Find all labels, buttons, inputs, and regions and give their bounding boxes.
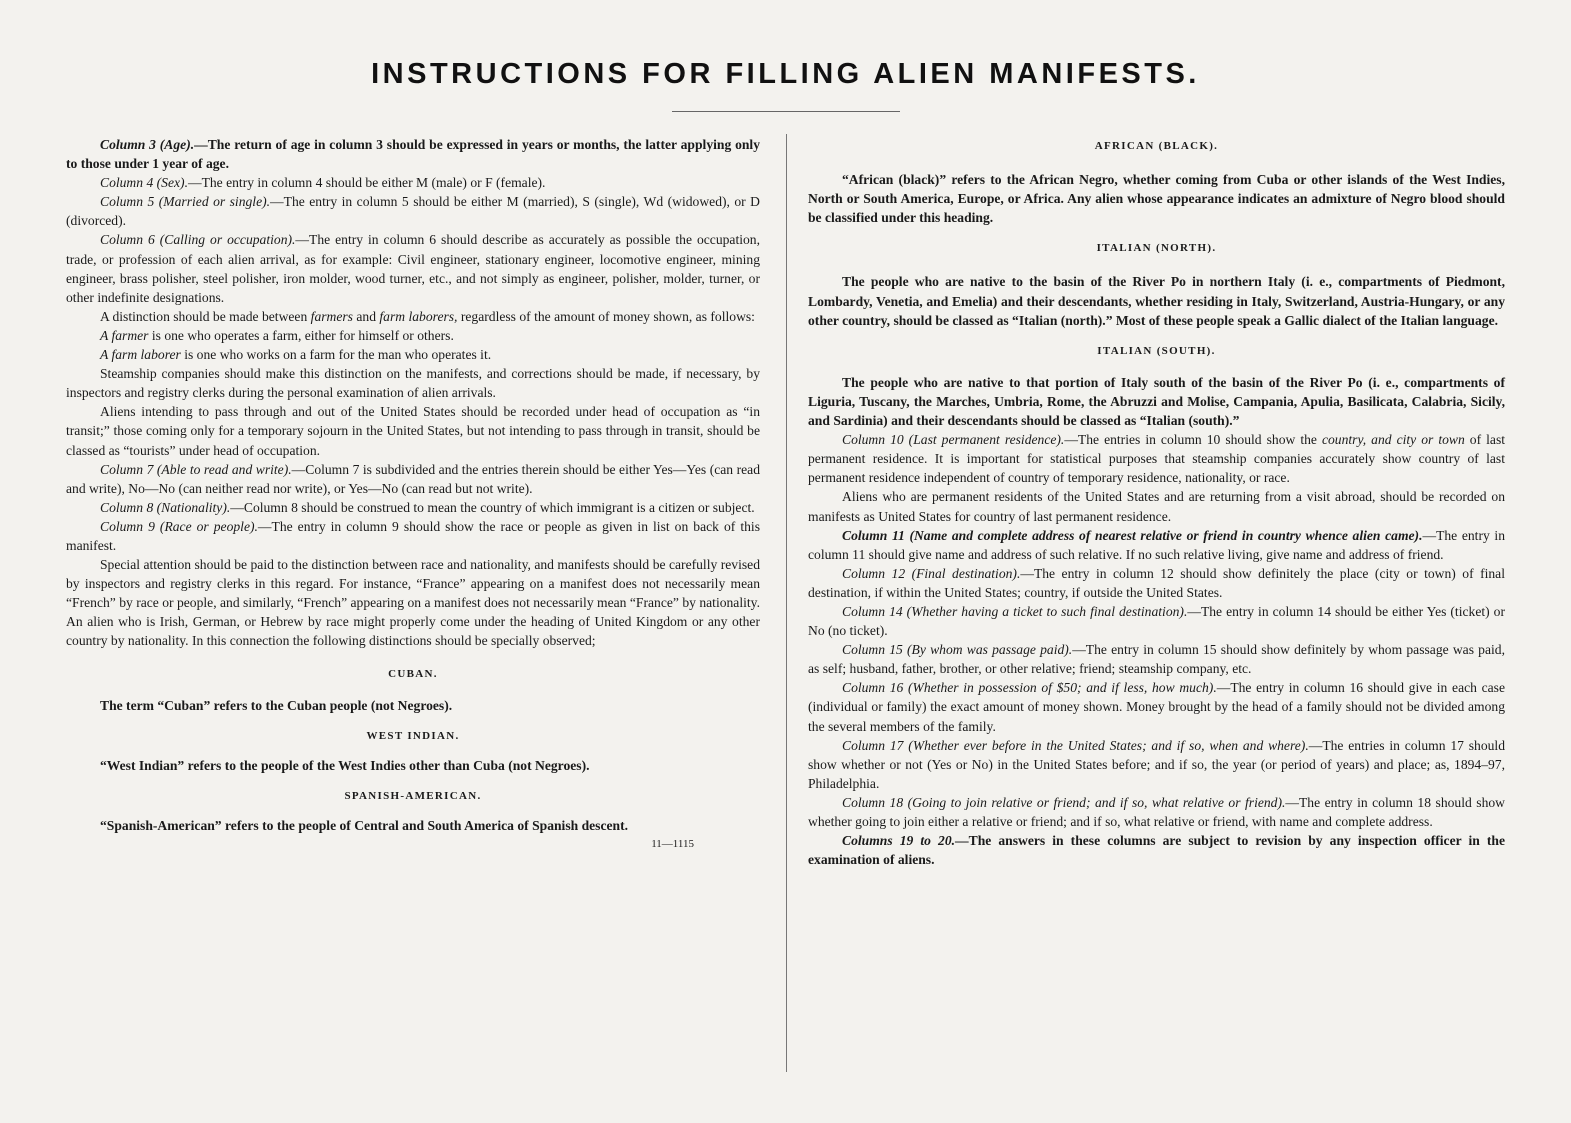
para-african: “African (black)” refers to the African Negro, whether coming from Cuba or other islands of the West Indies, North or South America, Europe, or Africa. Any alien whose appearance indicates an admixture of Negro blood should be classified under this heading. [808,172,1505,226]
para-column-16: Column 16 (Whether in possession of $50; and if less, how much).—The entry in column 16 should give in each case (individual or family) the exact amount of money shown. Money brought by the head of a family should not be divided among the several members of the family. [808,680,1506,734]
para-column-9: Column 9 (Race or people).—The entry in column 9 should show the race or people as given in list on back of this manifest. [66,518,760,553]
label-column-3: Column 3 (Age). [100,137,195,152]
label-column-12: Column 12 (Final destination). [842,565,1021,581]
label-column-9: Column 9 (Race or people). [100,518,258,534]
para-column-12: Column 12 (Final destination).—The entry in column 12 should show definitely the place (city or town) of final destination, if within the United States; country, if outside the United States. [808,565,1505,600]
para-italian-south: The people who are native to that portion of Italy south of the basin of the River Po (i. e., compartments of Liguria, Tuscany, the Marches, Umbria, Rome, the Abruzzi and Molise, Campania, Apulia, Basilicata, Calabria, Sicily, and Sardinia) and their descendants should be classed as “Italian (south).” [808,374,1505,429]
heading-italian-south: ITALIAN (SOUTH). [1097,344,1216,357]
para-column-8: Column 8 (Nationality).—Column 8 should be construed to mean the country of which immigrant is a citizen or subject. [100,499,755,515]
label-column-17: Column 17 (Whether ever before in the United States; and if so, when and where). [842,737,1309,753]
label-column-7: Column 7 (Able to read and write). [100,461,292,477]
para-permanent-residents: Aliens who are permanent residents of the United States and are returning from a visit abroad, should be recorded on manifests as United States for country of last permanent residence. [808,489,1505,524]
para-special-attention: Special attention should be paid to the distinction between race and nationality, and manifests should be carefully revised by inspectors and registry clerks in this regard. For instance, “France” appearing on a manifest does not necessarily mean “French” by race or people, and similarly, “French” appearing on a manifest does not necessarily mean “France” by nationality. An alien who is Irish, German, or Hebrew by race might properly come under the heading of United Kingdom or any other country by nationality. In this connection the following distinctions should be specially observed; [66,557,760,649]
para-column-17: Column 17 (Whether ever before in the United States; and if so, when and where).—The entries in column 17 should show whether or not (Yes or No) in the United States before; and if so, the year (or period of years) and place; as, 1894–97, Philadelphia. [808,737,1505,791]
para-columns-19-20: Columns 19 to 20.—The answers in these columns are subject to revision by any inspection officer in the examination of aliens. [808,833,1506,868]
label-column-4: Column 4 (Sex). [100,175,188,191]
label-column-11: Column 11 (Name and complete address of nearest relative or friend in country whence alien came). [842,527,1423,543]
heading-cuban: CUBAN. [388,667,438,680]
para-farmer: A farmer is one who operates a farm, either for himself or others. [100,327,454,343]
para-column-5: Column 5 (Married or single).—The entry in column 5 should be either M (married), S (single), Wd (widowed), or D (divorced). [66,194,760,229]
para-steamship: Steamship companies should make this distinction on the manifests, and corrections should be made, if necessary, by inspectors and registry clerks during the personal examination of alien arrivals. [66,366,760,401]
para-column-11: Column 11 (Name and complete address of nearest relative or friend in country whence alien came).—The entry in column 11 should give name and address of such relative. If no such relative living, give name and address of friend. [808,527,1505,562]
heading-african: AFRICAN (BLACK). [1094,140,1219,152]
label-column-5: Column 5 (Married or single). [100,194,271,210]
para-column-7: Column 7 (Able to read and write).—Column 7 is subdivided and the entries therein should be either Yes—Yes (can read and write), No—No (can neither read nor write), or Yes—No (can read but not write). [66,461,760,496]
para-column-4: Column 4 (Sex).—The entry in column 4 should be either M (male) or F (female). [100,175,546,191]
para-farm-laborer: A farm laborer is one who works on a farm for the man who operates it. [100,347,492,363]
para-column-18: Column 18 (Going to join relative or friend; and if so, what relative or friend).—The entry in column 18 should show whether going to join either a relative or friend; and if so, what relative or friend, with name and complete address. [808,794,1505,829]
label-column-8: Column 8 (Nationality). [100,499,231,515]
page-title: INSTRUCTIONS FOR FILLING ALIEN MANIFESTS. [371,58,1200,90]
para-transit: Aliens intending to pass through and out of the United States should be recorded under head of occupation as “in transit;” those coming only for a temporary sojourn in the United States, but not intending to pass through in transit, should be classed as “tourists” under head of occupation. [66,404,760,458]
heading-west-indian: WEST INDIAN. [366,729,460,742]
para-column-15: Column 15 (By whom was passage paid).—The entry in column 15 should show definitely by whom passage was paid, as self; husband, father, brother, or other relative; friend; steamship company, etc. [808,642,1505,677]
label-column-6: Column 6 (Calling or occupation). [100,232,296,248]
para-west-indian: “West Indian” refers to the people of the West Indies other than Cuba (not Negroes). [100,757,590,773]
right-column [808,137,1505,869]
heading-spanish-american: SPANISH-AMERICAN. [344,789,482,802]
para-cuban: The term “Cuban” refers to the Cuban people (not Negroes). [100,697,453,713]
para-distinction: A distinction should be made between farmers and farm laborers, regardless of the amount of money shown, as follows: [100,308,755,324]
page-number: 11—1115 [651,838,694,851]
para-column-10: Column 10 (Last permanent residence).—The entries in column 10 should show the country, and city or town of last permanent residence. It is important for statistical purposes that steamship companies accurately show country of last permanent residence independent of country of temporary residence, nationality, or race. [808,432,1506,486]
left-column [66,135,760,854]
label-columns-19-20: Columns 19 to 20. [842,833,956,849]
label-column-15: Column 15 (By whom was passage paid). [842,642,1073,658]
para-italian-north: The people who are native to the basin of the River Po in northern Italy (i. e., compartments of Piedmont, Lombardy, Venetia, and Emelia) and their descendants, whether residing in Italy, Switzerland, Austria-Hungary, or any other country, should be classed as “Italian (north).” Most of these people speak a Gallic dialect of the Italian language. [808,274,1505,328]
label-column-16: Column 16 (Whether in possession of $50; and if less, how much). [842,680,1217,696]
column-divider [786,134,787,1072]
label-column-10: Column 10 (Last permanent residence). [842,432,1065,448]
para-column-14: Column 14 (Whether having a ticket to such final destination).—The entry in column 14 should be either Yes (ticket) or No (no ticket). [808,603,1505,639]
para-spanish-american: “Spanish-American” refers to the people of Central and South America of Spanish descent. 11—1115 [66,816,760,835]
para-column-6: Column 6 (Calling or occupation).—The entry in column 6 should describe as accurately as possible the occupation, trade, or profession of each alien arrival, as for example: Civil engineer, stationary engineer, locomotive engineer, mining engineer, brass polisher, steel polisher, iron molder, wood turner, etc., and not simply as engineer, polisher, molder, turner, or other indefinite designations. [66,232,760,305]
label-column-18: Column 18 (Going to join relative or friend; and if so, what relative or friend). [842,794,1286,810]
para-column-3: Column 3 (Age).—The return of age in column 3 should be expressed in years or months, the latter applying only to those under 1 year of age. [66,137,760,172]
label-column-14: Column 14 (Whether having a ticket to such final destination). [842,603,1188,619]
title-rule [672,111,900,112]
heading-italian-north: ITALIAN (NORTH). [1096,242,1217,255]
